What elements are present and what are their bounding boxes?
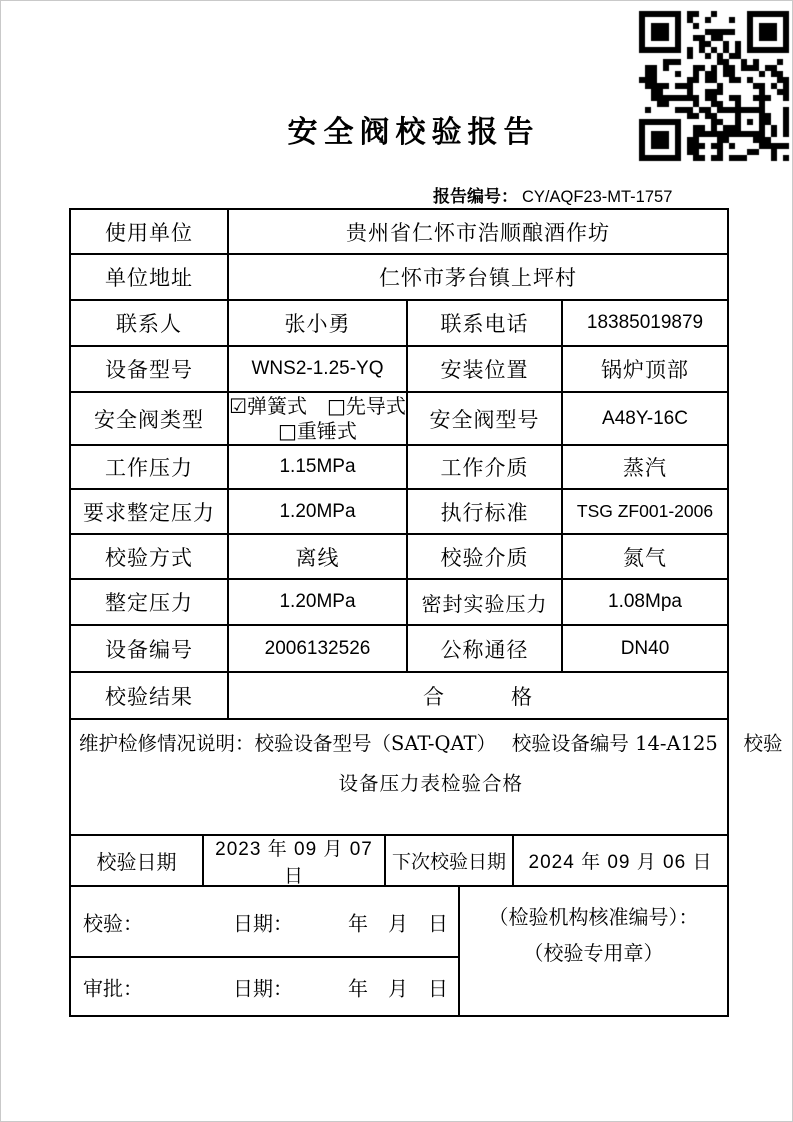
row-contact bbox=[71, 301, 727, 347]
signature-left-block bbox=[71, 887, 460, 1015]
row-address bbox=[71, 255, 727, 301]
maintenance-note-line2: 设备压力表检验合格 bbox=[338, 772, 524, 795]
approver-label: 审批： bbox=[83, 976, 143, 1000]
row-calibration-method bbox=[71, 535, 727, 580]
next-date-value: 2024 年 09 月 06 日 bbox=[528, 852, 713, 873]
working-medium-label: 工作介质 bbox=[408, 446, 563, 488]
required-set-pressure-value: 1.20MPa bbox=[229, 490, 408, 533]
company-label: 使用单位 bbox=[71, 210, 229, 253]
working-pressure-value: 1.15MPa bbox=[229, 446, 408, 488]
row-result bbox=[71, 673, 727, 720]
approver-ymd-label: 年 月 日 bbox=[348, 976, 448, 1000]
calibration-medium-value: 氮气 bbox=[623, 545, 667, 570]
equipment-model-value: WNS2-1.25-YQ bbox=[229, 347, 408, 391]
equipment-no-label: 设备编号 bbox=[71, 626, 229, 671]
valve-model-label: 安全阀型号 bbox=[408, 393, 563, 444]
row-valve-type bbox=[71, 393, 727, 446]
calibration-method-value: 离线 bbox=[229, 535, 408, 578]
approver-date-label: 日期： bbox=[233, 976, 293, 1000]
seal-test-pressure-label: 密封实验压力 bbox=[408, 580, 563, 624]
valve-type-options bbox=[229, 394, 406, 444]
working-pressure-label: 工作压力 bbox=[71, 446, 229, 488]
set-pressure-label: 整定压力 bbox=[71, 580, 229, 624]
equipment-no-value: 2006132526 bbox=[229, 626, 408, 671]
verifier-date-label: 日期： bbox=[233, 911, 293, 935]
phone-label: 联系电话 bbox=[408, 301, 563, 345]
row-dates bbox=[71, 836, 727, 887]
company-value: 贵州省仁怀市浩顺酿酒作坊 bbox=[346, 220, 610, 245]
approver-signature-row bbox=[71, 958, 458, 1015]
calibration-date-label: 校验日期 bbox=[71, 836, 204, 885]
maintenance-note-line1: 维护检修情况说明：校验设备型号（SAT-QAT） 校验设备编号 14-A125 校验 bbox=[79, 732, 783, 755]
contact-label: 联系人 bbox=[71, 301, 229, 345]
row-equipment-model bbox=[71, 347, 727, 393]
standard-value: TSG ZF001-2006 bbox=[576, 501, 714, 521]
row-equipment-no bbox=[71, 626, 727, 673]
calibration-date-value: 2023 年 09 月 07 日 bbox=[204, 836, 386, 885]
valve-model-value: A48Y-16C bbox=[602, 407, 688, 429]
row-company bbox=[71, 210, 727, 255]
calibration-method-label: 校验方式 bbox=[71, 535, 229, 578]
page-title: 安全阀校验报告 bbox=[287, 115, 540, 150]
calibration-medium-label: 校验介质 bbox=[408, 535, 563, 578]
address-value: 仁怀市茅台镇上坪村 bbox=[379, 266, 577, 290]
install-position-label: 安装位置 bbox=[408, 347, 563, 391]
row-maintenance-note bbox=[71, 720, 783, 836]
phone-value: 18385019879 bbox=[586, 312, 704, 333]
required-set-pressure-label: 要求整定压力 bbox=[71, 490, 229, 533]
row-set-pressure bbox=[71, 580, 727, 626]
nominal-diameter-label: 公称通径 bbox=[408, 626, 563, 671]
verifier-ymd-label: 年 月 日 bbox=[348, 911, 448, 935]
verifier-signature-row bbox=[71, 887, 458, 958]
install-position-value: 锅炉顶部 bbox=[601, 358, 689, 382]
row-working-pressure bbox=[71, 446, 727, 490]
row-signatures bbox=[71, 887, 727, 1015]
valve-type-checkboxes-line2[interactable]: □重锤式 bbox=[278, 418, 357, 443]
org-approval-no-label: （检验机构核准编号）： bbox=[488, 905, 699, 929]
row-required-set-pressure bbox=[71, 490, 727, 535]
valve-type-label: 安全阀类型 bbox=[71, 393, 229, 444]
nominal-diameter-value: DN40 bbox=[620, 637, 670, 659]
seal-test-pressure-value: 1.08Mpa bbox=[608, 591, 682, 612]
report-number-value: CY/AQF23-MT-1757 bbox=[522, 188, 673, 206]
result-value: 合 格 bbox=[423, 684, 533, 709]
inspection-org-block bbox=[460, 887, 727, 1015]
maintenance-note bbox=[71, 720, 791, 834]
address-label: 单位地址 bbox=[71, 255, 229, 299]
result-label: 校验结果 bbox=[71, 673, 229, 718]
report-number-label: 报告编号： bbox=[433, 187, 518, 207]
verifier-label: 校验： bbox=[83, 911, 143, 935]
working-medium-value: 蒸汽 bbox=[623, 456, 667, 480]
valve-type-checkboxes-line1[interactable]: ☑弹簧式 □先导式 bbox=[229, 393, 406, 418]
report-number bbox=[433, 182, 672, 207]
contact-value: 张小勇 bbox=[229, 301, 408, 345]
set-pressure-value: 1.20MPa bbox=[229, 580, 408, 624]
equipment-model-label: 设备型号 bbox=[71, 347, 229, 391]
next-date-label: 下次校验日期 bbox=[386, 836, 514, 885]
org-stamp-label: （校验专用章） bbox=[523, 941, 664, 965]
standard-label: 执行标准 bbox=[408, 490, 563, 533]
report-table bbox=[69, 208, 783, 1017]
